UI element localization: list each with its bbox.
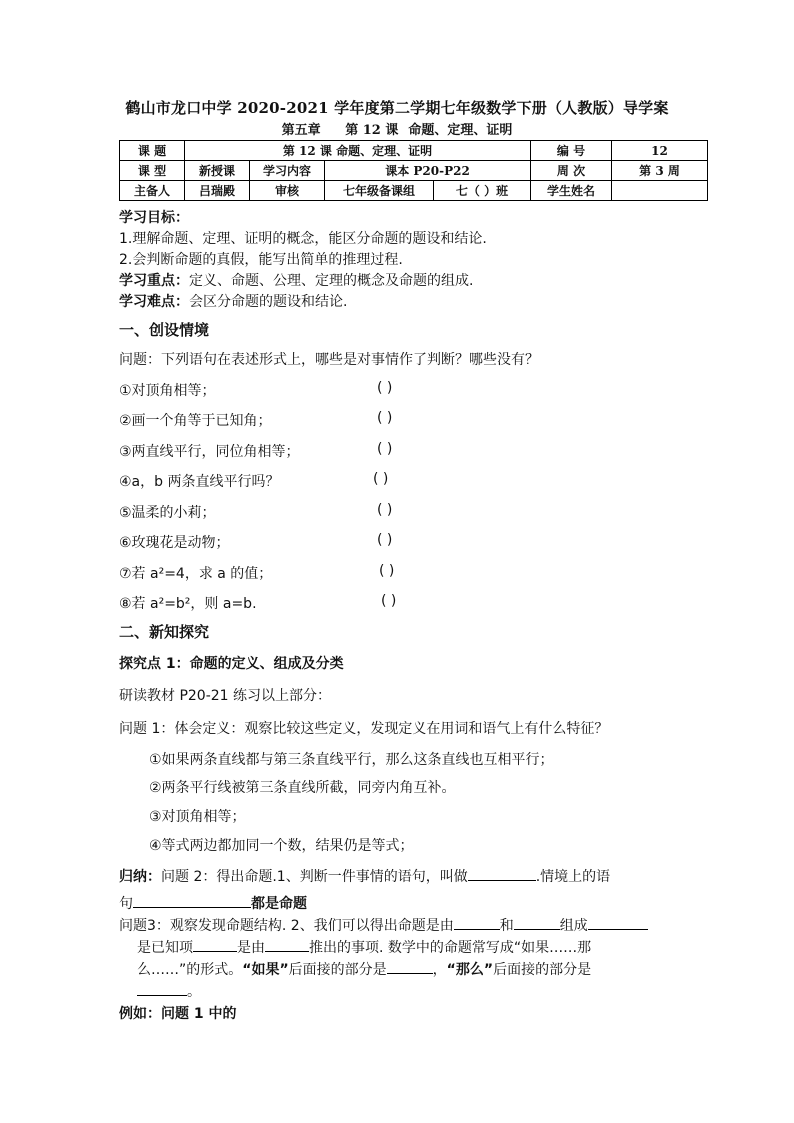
answer-paren[interactable]: ( ): [377, 380, 393, 396]
fill-blank[interactable]: [514, 915, 560, 930]
fill-blank[interactable]: [133, 893, 251, 908]
question-3-line: [119, 915, 648, 935]
judgement-item: ⑤温柔的小莉；: [119, 505, 216, 521]
q3-text: 是已知项: [137, 940, 193, 956]
summary-text: 问题 2：得出命题.1、判断一件事情的语句，叫做: [161, 869, 468, 885]
definition-item: ③对顶角相等；: [149, 809, 246, 825]
focus-text: 定义、命题、公理、定理的概念及命题的组成.: [189, 273, 474, 289]
table-cell: 七（ ）班: [434, 181, 531, 201]
focus-label: 学习重点：: [119, 273, 189, 289]
fill-blank[interactable]: [454, 915, 500, 930]
answer-paren[interactable]: ( ): [377, 441, 393, 457]
section1-question: 问题：下列语句在表述形式上，哪些是对事情作了判断？哪些没有？: [119, 352, 539, 368]
page-title: 鹤山市龙口中学 2020-2021 学年度第二学期七年级数学下册（人教版）导学案: [125, 99, 669, 117]
read-instruction: 研读教材 P20-21 练习以上部分：: [119, 688, 332, 704]
objective-item: 2.会判断命题的真假，能写出简单的推理过程.: [119, 252, 403, 268]
judgement-item: ③两直线平行，同位角相等；: [119, 444, 300, 460]
lesson-subtitle: [0, 119, 794, 138]
fill-blank[interactable]: [468, 866, 536, 881]
objectives-heading: 学习目标：: [119, 210, 189, 226]
fill-blank[interactable]: [588, 915, 648, 930]
table-cell: 12: [612, 141, 708, 161]
table-row: [120, 161, 708, 181]
judgement-item: ②画一个角等于已知角；: [119, 413, 272, 429]
lesson-info-table: [119, 140, 708, 201]
summary-text: .情境上的语: [535, 869, 611, 885]
student-name-cell[interactable]: [612, 181, 708, 201]
judgement-item: ①对顶角相等；: [119, 383, 216, 399]
difficulty-label: 学习难点：: [119, 294, 189, 310]
difficulty-text: 会区分命题的题设和结论.: [189, 294, 348, 310]
table-cell: 课本 P20-P22: [325, 161, 531, 181]
table-cell: 周 次: [531, 161, 612, 181]
difficulty-line: [119, 291, 347, 311]
fill-blank[interactable]: [193, 937, 237, 952]
q3-text: 问题3：观察发现命题结构. 2、我们可以得出命题是由: [119, 918, 454, 934]
definition-item: ①如果两条直线都与第三条直线平行，那么这条直线也互相平行；: [149, 752, 554, 768]
q3-text: ，: [432, 962, 447, 978]
q3-text: 。: [187, 984, 201, 1000]
q3-text: 是由: [237, 940, 265, 956]
table-cell: 课 题: [120, 141, 185, 161]
summary-text: 都是命题: [251, 896, 307, 912]
summary-label: 归纳：: [119, 869, 161, 885]
fill-blank[interactable]: [387, 959, 433, 974]
table-cell: 编 号: [531, 141, 612, 161]
answer-paren[interactable]: ( ): [373, 471, 389, 487]
definition-item: ④等式两边都加同一个数，结果仍是等式；: [149, 838, 414, 854]
table-cell: 课 型: [120, 161, 185, 181]
q3-text: 推出的事项. 数学中的命题常写成“如果……那: [309, 940, 592, 956]
q3-if: “如果”: [242, 962, 289, 978]
section-heading: 一、创设情境: [119, 321, 210, 339]
question-1: 问题 1：体会定义：观察比较这些定义，发现定义在用词和语气上有什么特征？: [119, 721, 609, 737]
fill-blank[interactable]: [265, 937, 309, 952]
q3-text: 后面接的部分是: [493, 962, 592, 978]
question-3-line-4: [137, 981, 201, 1001]
table-cell: 学生姓名: [531, 181, 612, 201]
table-cell: 新授课: [185, 161, 250, 181]
table-row: [120, 181, 708, 201]
judgement-item: ⑦若 a²=4，求 a 的值；: [119, 566, 273, 582]
summary-text: 句: [119, 896, 133, 912]
example-label: 例如：问题 1 中的: [119, 1006, 237, 1022]
table-cell: 第 3 周: [612, 161, 708, 181]
section-heading: 二、新知探究: [119, 623, 210, 641]
answer-paren[interactable]: ( ): [381, 593, 397, 609]
q3-text: 后面接的部分是: [288, 962, 387, 978]
judgement-item: ④a，b 两条直线平行吗？: [119, 474, 280, 490]
definition-item: ②两条平行线被第三条直线所截，同旁内角互补。: [149, 780, 456, 796]
table-cell: 学习内容: [250, 161, 325, 181]
table-row: [120, 141, 708, 161]
focus-line: [119, 270, 473, 290]
judgement-item: ⑥玫瑰花是动物；: [119, 535, 230, 551]
table-cell: 第 12 课 命题、定理、证明: [185, 141, 531, 161]
question-3-line-3: [137, 959, 591, 979]
explore-point: 探究点 1：命题的定义、组成及分类: [119, 656, 344, 672]
judgement-item: ⑧若 a²=b²，则 a=b.: [119, 596, 257, 612]
table-cell: 七年级备课组: [325, 181, 434, 201]
chapter-label: 第五章: [281, 123, 321, 138]
summary-line: [119, 866, 610, 886]
answer-paren[interactable]: ( ): [379, 563, 395, 579]
question-3-line-2: [137, 937, 591, 957]
q3-text: 组成: [559, 918, 588, 934]
fill-blank[interactable]: [137, 981, 187, 996]
answer-paren[interactable]: ( ): [377, 410, 393, 426]
lesson-label: 第 12 课: [345, 123, 399, 138]
table-cell: 审核: [250, 181, 325, 201]
objective-item: 1.理解命题、定理、证明的概念，能区分命题的题设和结论.: [119, 231, 487, 247]
table-cell: 主备人: [120, 181, 185, 201]
q3-then: “那么”: [446, 962, 494, 978]
topic-label: 命题、定理、证明: [408, 123, 513, 138]
answer-paren[interactable]: ( ): [377, 502, 393, 518]
answer-paren[interactable]: ( ): [377, 532, 393, 548]
summary-line-2: [119, 893, 307, 913]
q3-text: 么……”的形式。: [137, 962, 243, 978]
q3-text: 和: [499, 918, 514, 934]
table-cell: 吕瑞殿: [185, 181, 250, 201]
